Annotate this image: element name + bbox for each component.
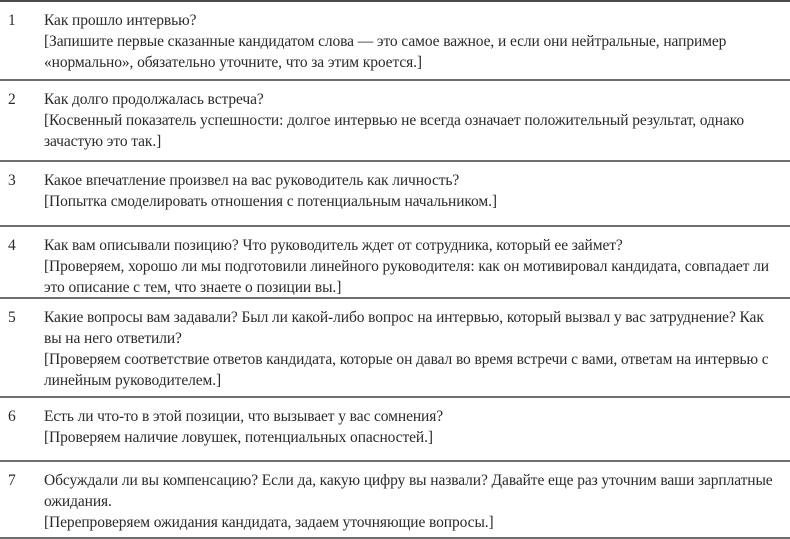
question-text: Как прошло интервью? [44,12,197,29]
row-content [44,235,790,296]
table-row [0,81,790,162]
comment-text: [Проверяем соответствие ответов кандидата, которые он давал во время встречи с вами, ответам на интервью с линейным руководителем.] [44,351,769,389]
row-number: 6 [8,408,16,425]
question-text: Как долго продолжалась встреча? [44,91,264,108]
row-number: 1 [8,12,16,29]
comment-text: [Перепроверяем ожидания кандидата, задаем уточняющие вопросы.] [44,514,494,531]
row-content [44,10,790,73]
comment-text: [Косвенный показатель успешности: долгое интервью не всегда означает положительный результат, однако зачастую это так.] [44,112,745,150]
table-row [0,2,790,81]
comment-text: [Проверяем наличие ловушек, потенциальных опасностей.] [44,429,433,446]
row-content [44,406,790,454]
row-number: 7 [8,472,16,489]
row-number: 5 [8,309,16,326]
row-content [44,170,790,219]
row-content [44,307,790,390]
table-row [0,227,790,299]
question-text: Как вам описывали позицию? Что руководитель ждет от сотрудника, который ее займет? [44,237,623,254]
question-text: Есть ли что-то в этой позиции, что вызывает у вас сомнения? [44,408,444,425]
row-number: 3 [8,172,16,189]
row-number: 2 [8,91,16,108]
comment-text: [Попытка смоделировать отношения с потенциальным начальником.] [44,193,497,210]
table-row [0,462,790,539]
comment-text: [Запишите первые сказанные кандидатом слова — это самое важное, и если они нейтральные, например «нормально», обязательно уточните, что за этим кроется.] [44,33,727,71]
table-row [0,299,790,398]
row-content [44,470,790,531]
question-text: Какое впечатление произвел на вас руководитель как личность? [44,172,460,189]
comment-text: [Проверяем, хорошо ли мы подготовили линейного руководителя: как он мотивировал кандидата, совпадает ли это описание с тем, что знаете о позиции вы.] [44,258,769,296]
table-row [0,398,790,462]
question-text: Какие вопросы вам задавали? Был ли какой-либо вопрос на интервью, который вызвал у вас затруднение? Как вы на него ответили? [44,309,764,347]
table-row [0,162,790,227]
row-number: 4 [8,237,16,254]
question-text: Обсуждали ли вы компенсацию? Если да, какую цифру вы назвали? Давайте еще раз уточним ваши зарплатные ожидания. [44,472,773,510]
row-content [44,89,790,154]
